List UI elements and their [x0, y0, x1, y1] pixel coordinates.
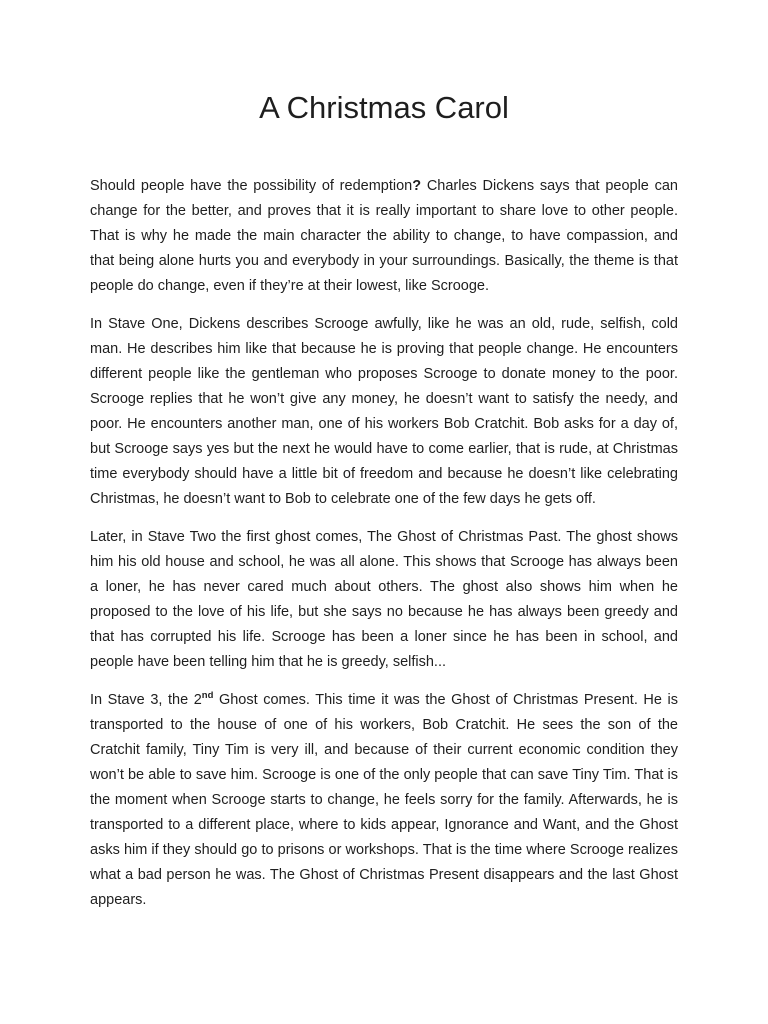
paragraph-intro [90, 174, 678, 299]
paragraph-stave-two [90, 525, 678, 675]
text-segment: Should people have the possibility of redemption [90, 178, 413, 194]
text-segment: In Stave 3, the 2 [90, 692, 202, 708]
paragraph-stave-three [90, 688, 678, 913]
text-segment: In Stave One, Dickens describes Scrooge awfully, like he was an old, rude, selfish, cold man. He describes him like that because he is proving that people change. He encounters different people like the gentleman who proposes Scrooge to donate money to the poor. Scrooge replies that he won’t give any money, he doesn’t want to satisfy the needy, and poor. He encounters another man, one of his workers Bob Cratchit. Bob asks for a day of, but Scrooge says yes but the next he would have to come earlier, that is rude, at Christmas time everybody should have a little bit of freedom and because he doesn’t like celebrating Christmas, he doesn’t want to Bob to celebrate one of the few days he gets off. [90, 316, 678, 507]
text-segment: Charles Dickens says that people can change for the better, and proves that it is really important to share love to other people. That is why he made the main character the ability to change, to have compassion, and that being alone hurts you and everybody in your surroundings. Basically, the theme is that people do change, even if they’re at their lowest, like Scrooge. [90, 178, 678, 294]
paragraph-stave-one [90, 312, 678, 512]
text-segment-bold: ? [412, 178, 422, 194]
document-title: A Christmas Carol [259, 90, 509, 125]
text-segment: Ghost comes. This time it was the Ghost of Christmas Present. He is transported to the house of one of his workers, Bob Cratchit. He sees the son of the Cratchit family, Tiny Tim is very ill, and because of their current economic condition they won’t be able to save him. Scrooge is one of the only people that can save Tiny Tim. That is the moment when Scrooge starts to change, he feels sorry for the family. Afterwards, he is transported to a different place, where to kids appear, Ignorance and Want, and the Ghost asks him if they should go to prisons or workshops. That is the time where Scrooge realizes what a bad person he was. The Ghost of Christmas Present disappears and the last Ghost appears. [90, 692, 678, 908]
text-segment-superscript: nd [201, 690, 214, 702]
text-segment: Later, in Stave Two the first ghost comes, The Ghost of Christmas Past. The ghost shows him his old house and school, he was all alone. This shows that Scrooge has always been a loner, he has never cared much about others. The ghost also shows him when he proposed to the love of his life, but she says no because he has always been greedy and that has corrupted his life. Scrooge has been a loner since he has been in school, and people have been telling him that he is greedy, selfish... [90, 529, 678, 670]
